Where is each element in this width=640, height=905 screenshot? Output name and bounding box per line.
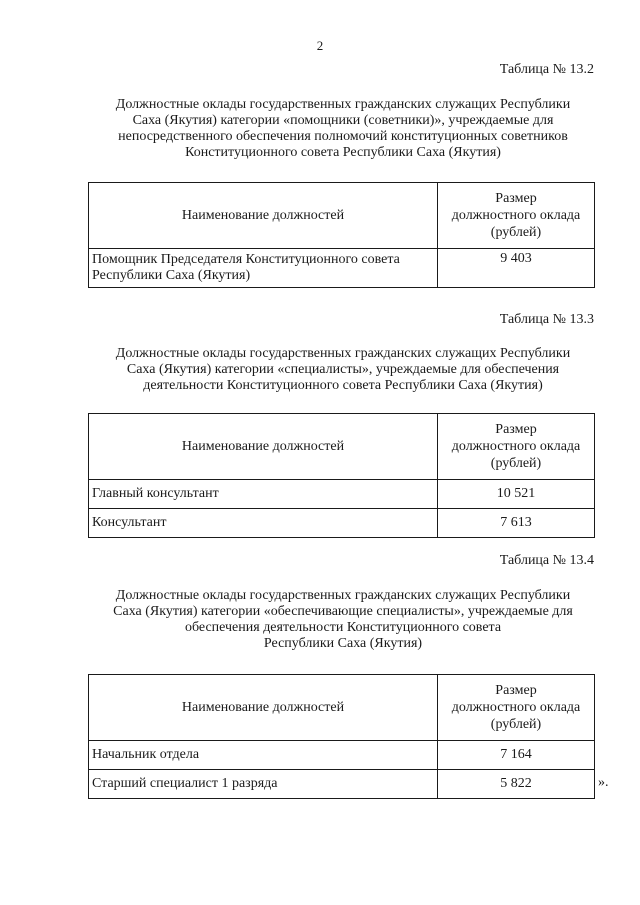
table-label-13-3: Таблица № 13.3 [499, 312, 594, 327]
caption-line: деятельности Конституционного совета Республики Саха (Якутия) [143, 378, 543, 393]
table-label-13-2: Таблица № 13.2 [499, 62, 594, 77]
header-salary-line: Размер [495, 683, 537, 698]
header-position-name: Наименование должностей [89, 183, 438, 249]
table-row [89, 509, 595, 538]
header-salary-line: (рублей) [490, 225, 542, 240]
salary-table-13-3 [88, 413, 595, 538]
salary-value: 10 521 [438, 480, 595, 509]
position-name [89, 249, 438, 288]
salary-table-13-4 [88, 674, 595, 799]
header-salary-line: Размер [495, 191, 537, 206]
position-name: Консультант [89, 509, 438, 538]
position-name-line: Республики Саха (Якутия) [92, 268, 251, 283]
salary-value: 5 822 [438, 770, 595, 799]
caption-line: непосредственного обеспечения полномочий конституционных советников [118, 129, 568, 144]
caption-line: Саха (Якутия) категории «специалисты», учреждаемые для обеспечения [126, 362, 560, 377]
header-salary [438, 675, 595, 741]
header-salary [438, 414, 595, 480]
caption-line: Должностные оклады государственных гражданских служащих Республики [115, 346, 571, 361]
position-name-line: Помощник Председателя Конституционного совета [92, 252, 400, 267]
caption-13-3 [88, 346, 598, 394]
salary-table-13-2 [88, 182, 595, 288]
table-row [89, 480, 595, 509]
position-name: Старший специалист 1 разряда [89, 770, 438, 799]
caption-line: Конституционного совета Республики Саха (Якутия) [185, 145, 501, 160]
header-salary [438, 183, 595, 249]
caption-13-4 [88, 588, 598, 652]
header-position-name: Наименование должностей [89, 414, 438, 480]
closing-quote: ». [598, 775, 609, 790]
header-position-name: Наименование должностей [89, 675, 438, 741]
header-salary-line: (рублей) [490, 456, 542, 471]
table-row [89, 770, 595, 799]
salary-value: 7 164 [438, 741, 595, 770]
table-row [89, 741, 595, 770]
table-header-row [89, 183, 595, 249]
caption-line: Должностные оклады государственных гражданских служащих Республики [115, 588, 571, 603]
caption-13-2 [88, 97, 598, 161]
caption-line: Саха (Якутия) категории «обеспечивающие специалисты», учреждаемые для [113, 604, 573, 619]
caption-line: Должностные оклады государственных гражданских служащих Республики [115, 97, 571, 112]
table-row [89, 249, 595, 288]
header-salary-line: должностного оклада [451, 208, 581, 223]
header-salary-line: (рублей) [490, 717, 542, 732]
caption-line: Республики Саха (Якутия) [263, 636, 423, 651]
position-name: Начальник отдела [89, 741, 438, 770]
position-name: Главный консультант [89, 480, 438, 509]
header-salary-line: должностного оклада [451, 700, 581, 715]
salary-value: 7 613 [438, 509, 595, 538]
caption-line: Саха (Якутия) категории «помощники (советники)», учреждаемые для [132, 113, 554, 128]
table-header-row [89, 675, 595, 741]
header-salary-line: должностного оклада [451, 439, 581, 454]
table-label-13-4: Таблица № 13.4 [499, 553, 594, 568]
table-header-row [89, 414, 595, 480]
caption-line: обеспечения деятельности Конституционного совета [184, 620, 502, 635]
header-salary-line: Размер [495, 422, 537, 437]
salary-value: 9 403 [438, 249, 595, 288]
page-number: 2 [316, 38, 324, 53]
